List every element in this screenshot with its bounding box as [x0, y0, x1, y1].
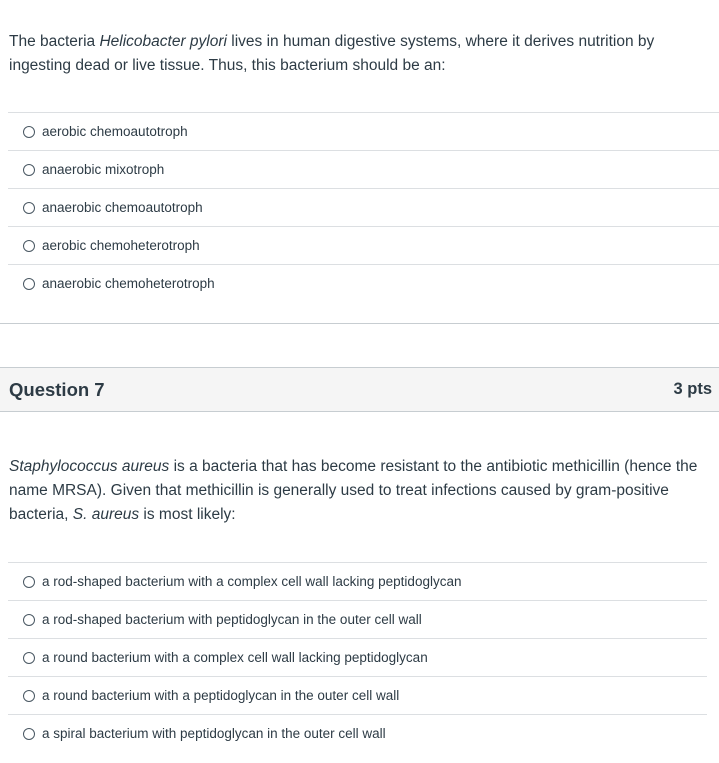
answer-option[interactable] [8, 226, 719, 264]
question-divider [0, 323, 719, 324]
answer-label: anaerobic mixotroph [42, 162, 165, 177]
answer-option[interactable] [8, 562, 707, 600]
answer-label: a round bacterium with a peptidoglycan in the outer cell wall [42, 688, 400, 703]
answer-label: a spiral bacterium with peptidoglycan in the outer cell wall [42, 726, 386, 741]
answer-label: a rod-shaped bacterium with peptidoglycan in the outer cell wall [42, 612, 422, 627]
question-title: Question 7 [9, 378, 105, 400]
answer-option[interactable] [8, 600, 707, 638]
answer-option[interactable] [8, 676, 707, 714]
answer-option[interactable] [8, 112, 719, 150]
question-6-answers [0, 112, 713, 302]
radio-button[interactable] [23, 614, 35, 626]
question-6-text-italic: Helicobacter pylori [99, 33, 227, 50]
question-7-text [0, 455, 719, 527]
radio-button[interactable] [23, 690, 35, 702]
radio-button[interactable] [23, 164, 35, 176]
answer-option[interactable] [8, 188, 719, 226]
question-7-text-part1: is a bacteria that has become resistant to the antibiotic methicillin (hence the name MRSA). Given that methicillin is generally used to treat infections caused by gram-positive bacteria, [9, 458, 698, 523]
answer-label: aerobic chemoautotroph [42, 124, 188, 139]
answer-label: anaerobic chemoautotroph [42, 200, 203, 215]
radio-button[interactable] [23, 576, 35, 588]
answer-label: a round bacterium with a complex cell wall lacking peptidoglycan [42, 650, 428, 665]
radio-button[interactable] [23, 240, 35, 252]
question-6 [0, 30, 719, 291]
answer-option[interactable] [8, 150, 719, 188]
question-7-text-part2: is most likely: [139, 506, 236, 523]
question-points: 3 pts [673, 380, 712, 398]
answer-label: aerobic chemoheterotroph [42, 238, 200, 253]
radio-button[interactable] [23, 652, 35, 664]
radio-button[interactable] [23, 278, 35, 290]
radio-button[interactable] [23, 728, 35, 740]
question-7-text-italic2: S. aureus [72, 506, 140, 523]
question-6-text-part2: lives in human digestive systems, where it derives nutrition by ingesting dead or live tissue. Thus, this bacterium should be an: [9, 33, 655, 74]
answer-label: anaerobic chemoheterotroph [42, 276, 215, 291]
answer-option[interactable] [8, 638, 707, 676]
question-7 [0, 455, 719, 741]
radio-button[interactable] [23, 126, 35, 138]
question-7-answers [0, 562, 713, 752]
question-6-text [0, 30, 719, 78]
question-7-text-italic1: Staphylococcus aureus [9, 458, 170, 475]
answer-label: a rod-shaped bacterium with a complex cell wall lacking peptidoglycan [42, 574, 462, 589]
question-6-text-part1: The bacteria [9, 33, 100, 50]
question-7-header [0, 367, 719, 412]
radio-button[interactable] [23, 202, 35, 214]
answer-option[interactable] [8, 264, 719, 302]
answer-option[interactable] [8, 714, 707, 752]
